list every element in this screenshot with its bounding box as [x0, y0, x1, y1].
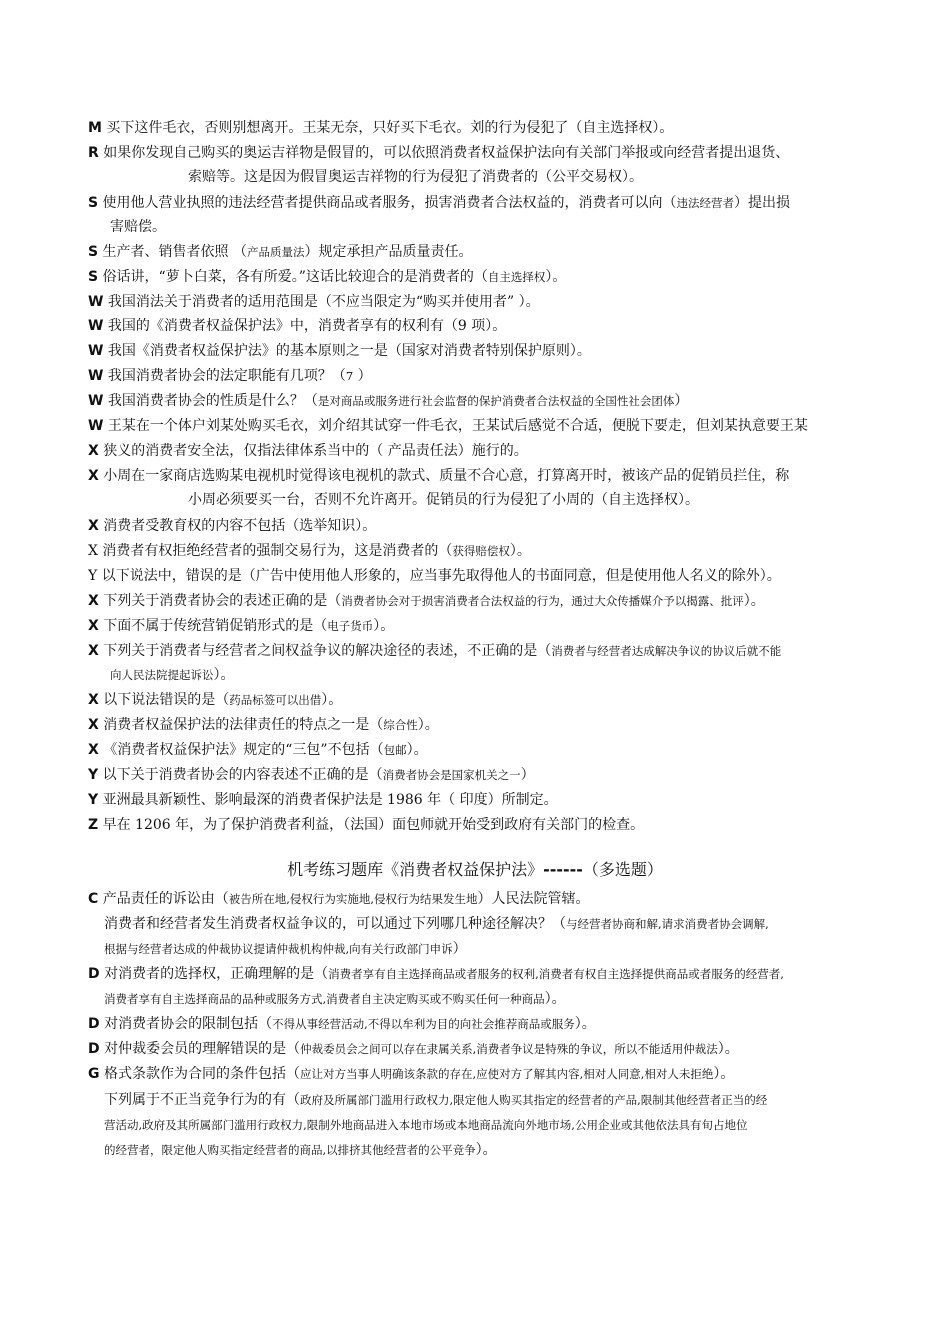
question-continuation: [188, 488, 950, 512]
question-text: 消费者有权拒绝经营者的强制交易行为，这是消费者的（: [102, 543, 453, 559]
question-tail: ）。: [717, 1041, 739, 1057]
question-text: 我国的《消费者权益保护法》中，消费者享有的权利有（9 项）。: [107, 318, 507, 334]
index-letter: D: [88, 1041, 100, 1057]
answer-text: 消费者协会是国家机关之一: [382, 768, 521, 782]
question-tail: ）。: [373, 618, 395, 634]
index-letter: X: [88, 468, 99, 484]
question-line: [88, 1062, 926, 1086]
question-text: 如果你发现自己购买的奥运吉祥物是假冒的，可以依照消费者权益保护法向有关部门举报或向经营者提出退货、: [103, 145, 790, 161]
question-line: [88, 240, 926, 264]
question-continuation: [110, 215, 948, 239]
question-line: [88, 1037, 926, 1061]
answer-text: 包邮: [383, 743, 407, 757]
question-tail: ）: [452, 941, 467, 957]
question-text: 王某在一个体户刘某处购买毛衣，刘介绍其试穿一件毛衣，王某试后感觉不合适，便脱下要走，但刘某执意要王某: [107, 418, 808, 434]
index-letter: W: [88, 393, 104, 409]
heading-prefix: 机考练习题库《消费者权益保护法》: [287, 860, 544, 879]
heading-suffix: （多选题）: [582, 860, 663, 879]
index-letter: D: [88, 966, 100, 982]
index-letter: S: [88, 195, 99, 211]
question-tail: ）。: [213, 667, 235, 683]
index-letter: W: [88, 418, 104, 434]
answer-text: 应让对方当事人明确该条款的存在,应使对方了解其内容,相对人同意,相对人未拒绝: [299, 1067, 714, 1081]
question-text: 以下关于消费者协会的内容表述不正确的是（: [102, 767, 383, 783]
answer-text: 仲裁委员会之间可以存在隶属关系,消费者争议是特殊的争议，所以不能适用仲裁法: [300, 1042, 718, 1056]
question-text: 早在 1206 年，为了保护消费者利益，（法国）面包师就开始受到政府有关部门的检查。: [102, 817, 645, 833]
question-text: 以下说法中，错误的是（广告中使用他人形象的，应当事先取得他人的书面同意，但是使用他人名义的除外）。: [101, 568, 781, 584]
question-line: [104, 1088, 924, 1112]
question-continuation: [104, 987, 942, 1011]
question-text: 狭义的消费者安全法，仅指法律体系当中的（ 产品责任法）施行的。: [103, 443, 528, 459]
question-line: [88, 887, 926, 911]
question-text: 使用他人营业执照的违法经营者提供商品或者服务，损害消费者合法权益的，消费者可以向（: [102, 195, 677, 211]
answer-text: 获得赔偿权: [452, 544, 510, 558]
question-text: 对消费者协会的限制包括（: [104, 1016, 273, 1032]
question-line: [88, 962, 926, 986]
question-line: [88, 439, 926, 463]
answer-text: 向人民法院提起诉讼: [110, 668, 214, 682]
question-tail: ）。: [509, 543, 531, 559]
index-letter: Y: [88, 767, 99, 783]
question-continuation: [188, 165, 950, 189]
question-line: [88, 265, 926, 289]
question-text: 对消费者的选择权，正确理解的是（: [104, 966, 329, 982]
question-line: [88, 364, 926, 388]
question-line: [88, 589, 926, 613]
question-line: [88, 116, 926, 140]
question-continuation: [104, 937, 942, 961]
index-letter: Z: [88, 817, 99, 833]
answer-text: 是对商品或服务进行社会监督的保护消费者合法权益的全国性社会团体: [317, 394, 675, 408]
question-text: 消费者和经营者发生消费者权益争议的，可以通过下列哪几种途径解决？（: [104, 916, 566, 932]
question-line: [88, 141, 926, 165]
answer-text: 消费者享有自主选择商品或者服务的权利,消费者有权自主选择提供商品或者服务的经营者,: [328, 967, 784, 981]
index-letter: X: [88, 692, 99, 708]
answer-text: 政府及所属部门滥用行政权力,限定他人购买其指定的经营者的产品,限制其他经营者正当的经: [300, 1093, 768, 1107]
question-text: 下面不属于传统营销促销形式的是（: [103, 618, 328, 634]
question-line: [88, 539, 926, 563]
answer-text: 消费者与经营者达成解决争议的协议后就不能: [551, 644, 782, 658]
index-letter: M: [88, 120, 102, 136]
question-continuation: [104, 1138, 942, 1162]
question-tail: ）: [520, 767, 535, 783]
question-text: 俗话讲，“萝卜白菜，各有所爱。”这话比较迎合的是消费者的（: [102, 269, 488, 285]
index-letter: X: [88, 643, 99, 659]
answer-text: 药品标签可以出借: [229, 693, 322, 707]
question-tail: ）。: [713, 1066, 735, 1082]
question-line: [88, 514, 926, 538]
question-text: 对仲裁委会员的理解错误的是（: [104, 1041, 301, 1057]
answer-text: 不得从事经营活动,不得以牟利为目的向社会推荐商品或服务: [272, 1017, 575, 1031]
question-line: [88, 688, 926, 712]
question-text: 害赔偿。: [110, 219, 166, 235]
index-letter: X: [88, 618, 99, 634]
question-tail: ）规定承担产品质量责任。: [304, 244, 473, 260]
question-tail: ）。: [544, 991, 566, 1007]
index-letter: W: [88, 294, 104, 310]
question-text: 小周在一家商店选购某电视机时觉得该电视机的款式、质量不合心意，打算离开时，被该产品的促销员拦住，称: [103, 468, 790, 484]
question-tail: ）。: [574, 1016, 596, 1032]
heading-dashes: ------: [543, 860, 583, 879]
question-line: [88, 1012, 926, 1036]
answer-text: 综合性: [383, 718, 418, 732]
question-tail: ）。: [406, 742, 428, 758]
question-text: 下列关于消费者协会的表述正确的是（: [103, 593, 342, 609]
answer-text: 根据与经营者达成的仲裁协议提请仲裁机构仲裁,向有关行政部门申诉: [104, 942, 453, 956]
question-continuation: [110, 663, 948, 687]
index-letter: G: [88, 1066, 100, 1082]
index-letter: S: [88, 269, 99, 285]
answer-text: 电子货币: [327, 619, 374, 633]
question-line: [88, 788, 926, 812]
question-text: 我国消费者协会的性质是什么？（: [107, 393, 318, 409]
question-text: 产品责任的诉讼由（: [102, 891, 229, 907]
index-letter: Y: [88, 792, 99, 808]
question-tail: ）。: [321, 692, 343, 708]
question-tail: ）。: [743, 593, 765, 609]
question-line: [88, 389, 926, 413]
answer-text: 被告所在地,侵权行为实施地,侵权行为结果发生地: [228, 892, 478, 906]
index-letter: X: [88, 717, 99, 733]
question-text: 亚洲最具新颖性、影响最深的消费者保护法是 1986 年（ 印度）所制定。: [102, 792, 558, 808]
question-line: [88, 339, 926, 363]
question-line: [88, 191, 926, 215]
question-text: 《消费者权益保护法》规定的“三包”不包括（: [103, 742, 384, 758]
index-letter: R: [88, 145, 99, 161]
question-tail: ）人民法院管辖。: [477, 891, 590, 907]
index-letter: C: [88, 891, 99, 907]
question-text: 买下这件毛衣，否则别想离开。王某无奈，只好买下毛衣。刘的行为侵犯了（自主选择权）。: [106, 120, 674, 136]
index-letter: S: [88, 244, 99, 260]
index-letter: X: [88, 543, 98, 559]
question-line: [104, 912, 924, 936]
section-heading: [0, 857, 950, 883]
answer-text: 消费者享有自主选择商品的品种或服务方式,消费者自主决定购买或不购买任何一种商品: [104, 992, 545, 1006]
index-letter: Y: [88, 568, 98, 584]
question-tail: ）提出损: [734, 195, 791, 211]
question-line: [88, 713, 926, 737]
question-text: 我国《消费者权益保护法》的基本原则之一是（国家对消费者特别保护原则）。: [107, 343, 591, 359]
question-tail: ）。: [417, 717, 439, 733]
question-tail: ）: [353, 368, 372, 384]
answer-text: 的经营者，限定他人购买指定经营者的商品,以排挤其他经营者的公平竞争: [104, 1143, 476, 1157]
question-tail: ）: [674, 393, 689, 409]
answer-text: 与经营者协商和解,请求消费者协会调解,: [566, 917, 769, 931]
answer-text: 产品质量法: [247, 245, 305, 259]
question-line: [88, 763, 926, 787]
question-text: 索赔等。这是因为假冒奥运吉祥物的行为侵犯了消费者的（公平交易权）。: [188, 169, 643, 185]
question-text: 生产者、销售者依照 （: [102, 244, 247, 260]
question-tail: ）。: [475, 1142, 497, 1158]
question-line: [88, 738, 926, 762]
index-letter: X: [88, 518, 99, 534]
question-text: 以下说法错误的是（: [103, 692, 230, 708]
question-text: 小周必须要买一台，否则不允许离开。促销员的行为侵犯了小周的（自主选择权）。: [188, 492, 699, 508]
question-text: 我国消费者协会的法定职能有几项？（: [107, 368, 346, 384]
question-continuation: [104, 1113, 942, 1137]
index-letter: W: [88, 368, 104, 384]
question-text: 下列属于不正当竞争行为的有（: [104, 1092, 300, 1108]
question-text: 我国消法关于消费者的适用范围是（不应当限定为“购买并使用者” ）。: [107, 294, 540, 310]
question-line: [88, 314, 926, 338]
index-letter: D: [88, 1016, 100, 1032]
question-text: 格式条款作为合同的条件包括（: [103, 1066, 300, 1082]
question-line: [88, 813, 926, 837]
question-line: [88, 639, 926, 663]
index-letter: X: [88, 742, 99, 758]
question-line: [88, 464, 926, 488]
index-letter: W: [88, 318, 104, 334]
answer-text: 7: [345, 369, 354, 383]
question-line: [88, 564, 926, 588]
question-line: [88, 614, 926, 638]
answer-text: 违法经营者: [676, 196, 735, 210]
question-text: 下列关于消费者与经营者之间权益争议的解决途径的表述，不正确的是（: [103, 643, 552, 659]
question-text: 消费者受教育权的内容不包括（选举知识）。: [103, 518, 377, 534]
index-letter: X: [88, 443, 99, 459]
question-line: [88, 290, 926, 314]
index-letter: X: [88, 593, 99, 609]
question-tail: ）。: [545, 269, 567, 285]
question-line: [88, 414, 926, 438]
question-text: 消费者权益保护法的法律责任的特点之一是（: [103, 717, 384, 733]
answer-text: 自主选择权: [487, 270, 546, 284]
index-letter: W: [88, 343, 104, 359]
answer-text: 消费者协会对于损害消费者合法权益的行为，通过大众传播媒介予以揭露、批评: [341, 594, 744, 608]
answer-text: 营活动,政府及其所属部门滥用行政权力,限制外地商品进入本地市场或本地商品流向外地市场,公用企业或其他依法具有旬占地位: [104, 1118, 748, 1132]
